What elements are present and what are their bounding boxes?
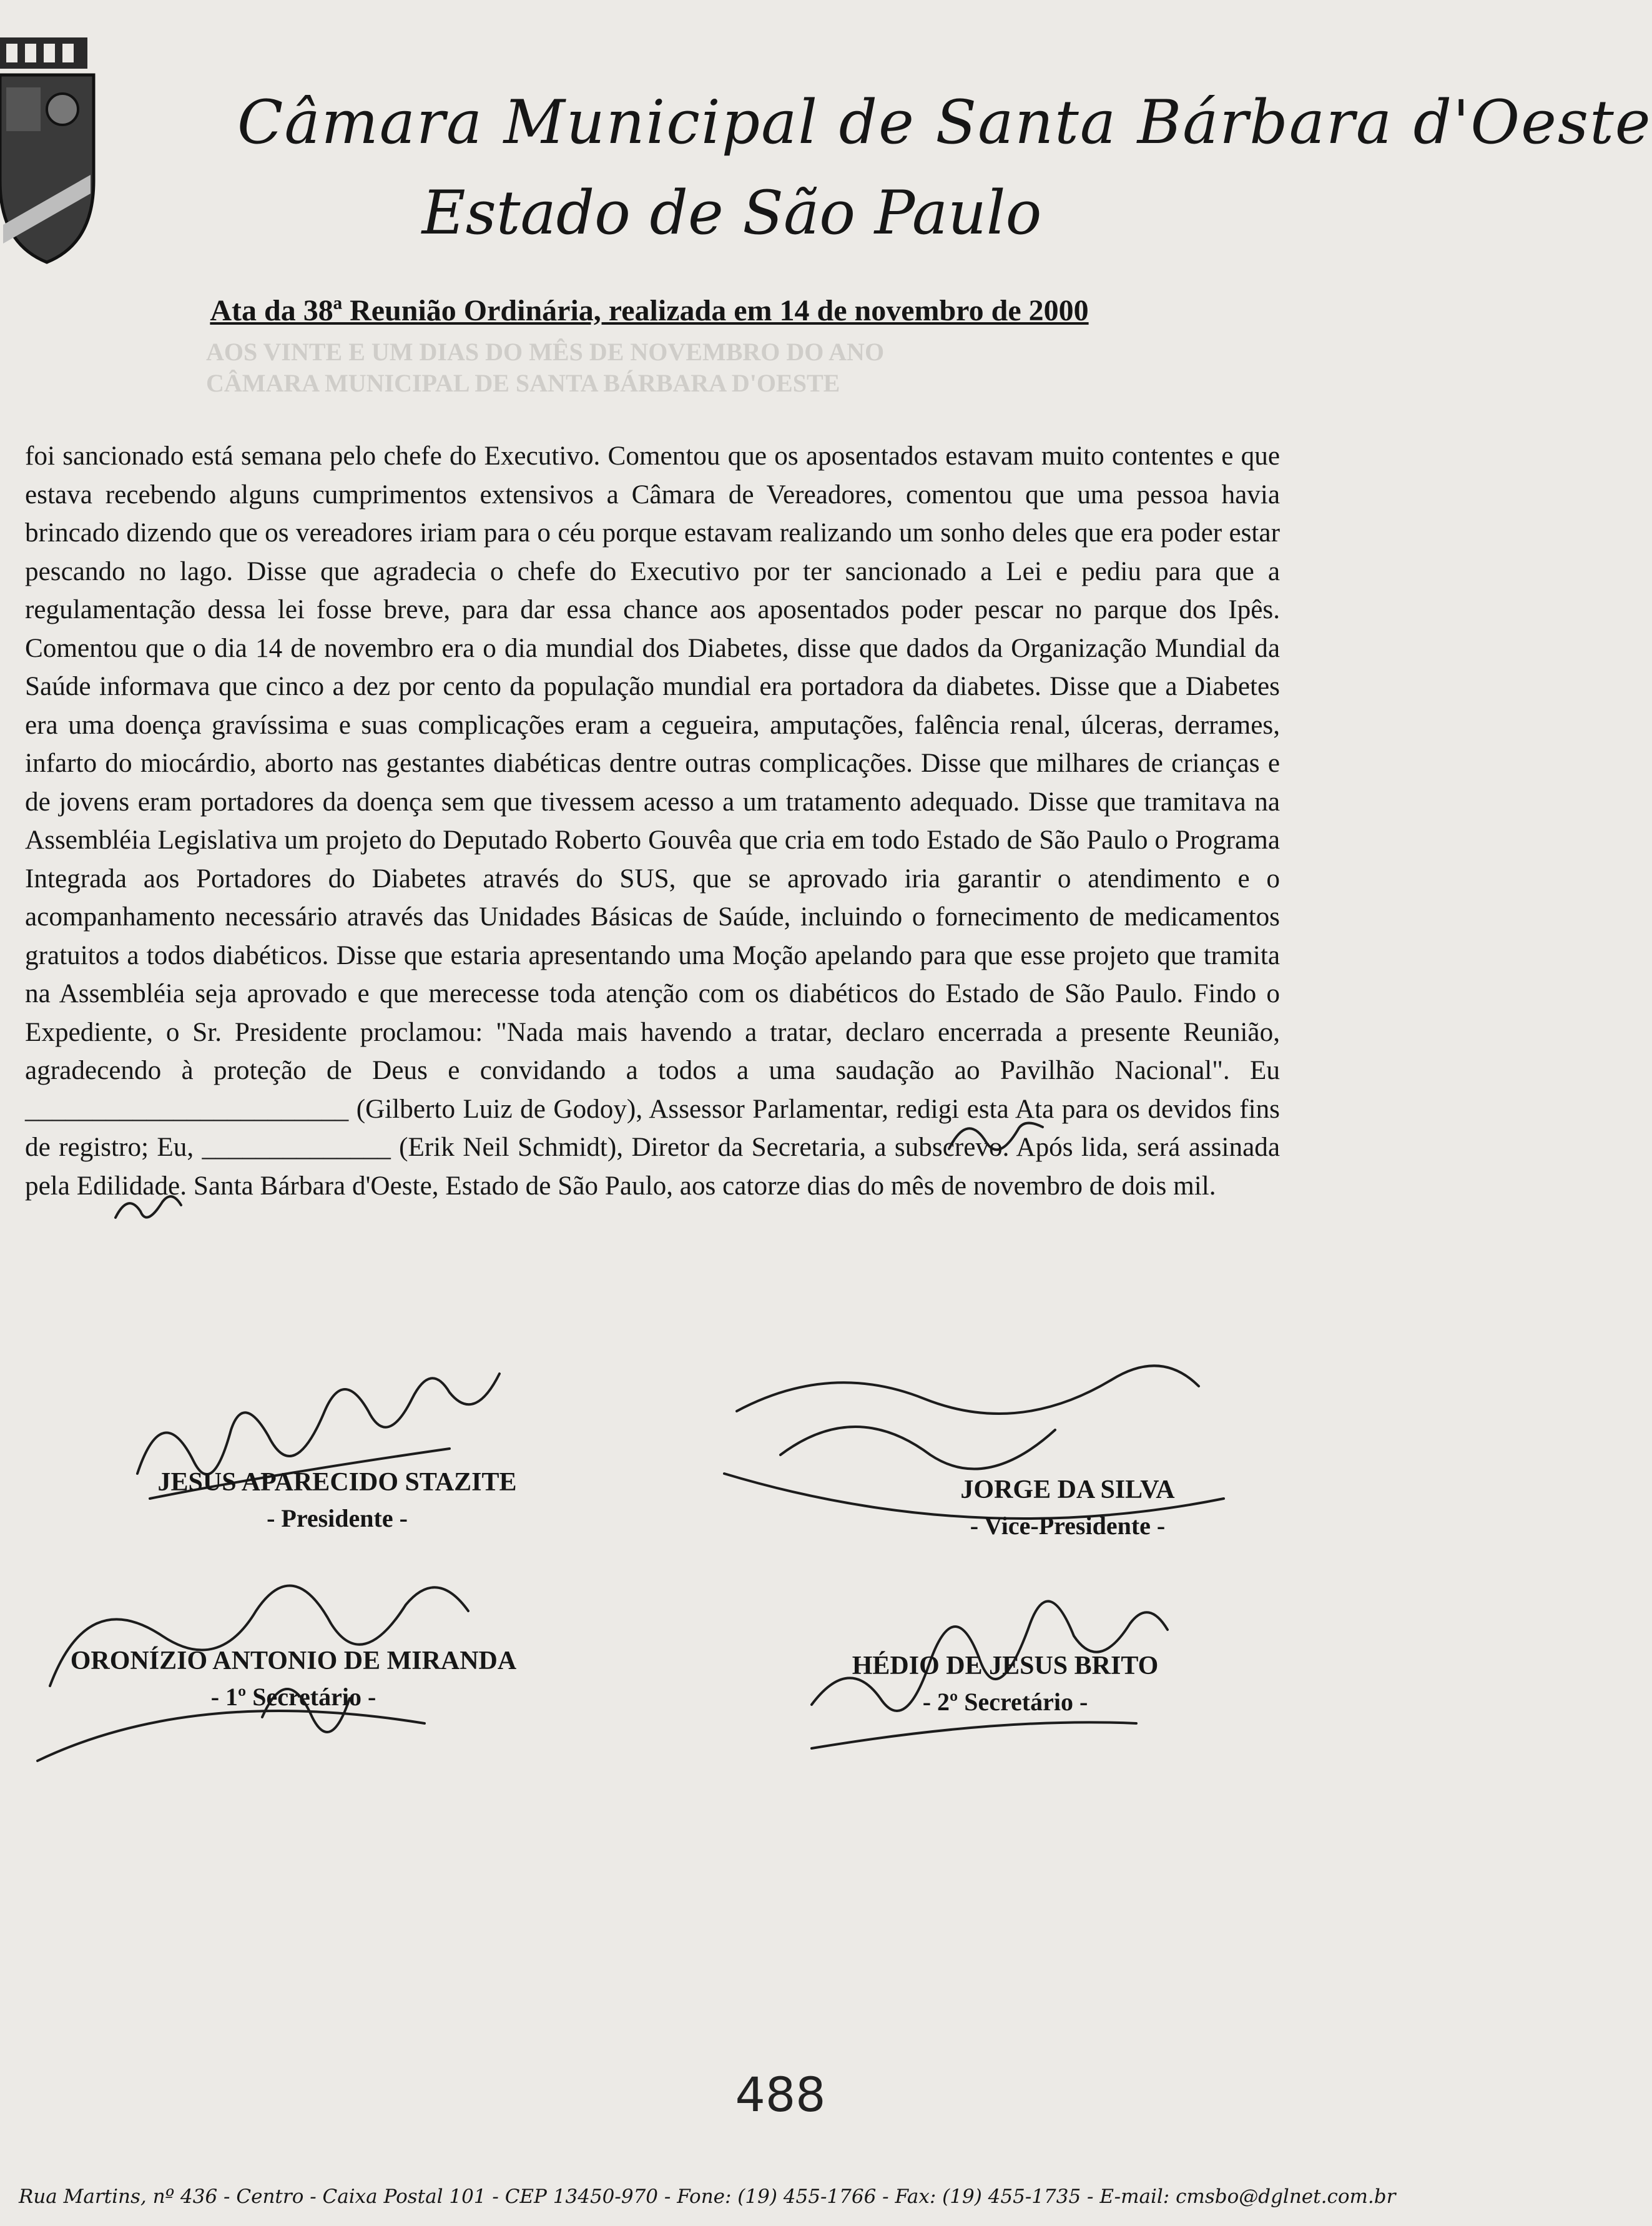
signatory-name-vice-president: JORGE DA SILVA [960,1475,1175,1504]
signatory-role-second-secretary: - 2º Secretário - [922,1688,1088,1716]
signatory-name-first-secretary: ORONÍZIO ANTONIO DE MIRANDA [70,1647,517,1675]
minutes-body [25,437,1280,1205]
footer-address: Rua Martins, nº 436 - Centro - Caixa Postal 101 - CEP 13450-970 - Fone: (19) 455-1766 - Fax: (19) 455-1735 - E-mail: cmsbo@dglnet.com.br [19,2185,1396,2208]
signatory-role-first-secretary: - 1º Secretário - [210,1683,376,1711]
state-header: Estado de São Paulo [421,178,1042,248]
signatory-role-president: - Presidente - [267,1504,408,1532]
signatory-name-president: JESUS APARECIDO STAZITE [157,1468,517,1497]
bleed-through-1: AOS VINTE E UM DIAS DO MÊS DE NOVEMBRO DO ANO [206,338,885,366]
session-title: Ata da 38ª Reunião Ordinária, realizada em 14 de novembro de 2000 [210,294,1089,327]
chamber-header: Câmara Municipal de Santa Bárbara d'Oeste [237,87,1652,157]
minutes-paragraph: foi sancionado está semana pelo chefe do Executivo. Comentou que os aposentados estavam muito contentes e que estava recebendo alguns cumprimentos extensivos a Câmara de Vereadores, comentou que uma pessoa havia brincado dizendo que os vereadores iriam para o céu porque estavam realizando um sonho deles que era poder estar pescando no lago. Disse que agradecia o chefe do Executivo por ter sancionado a Lei e pediu para que a regulamentação dessa lei fosse breve, para dar essa chance aos aposentados poder pescar no parque dos Ipês. Comentou que o dia 14 de novembro era o dia mundial dos Diabetes, disse que dados da Organização Mundial da Saúde informava que cinco a dez por cento da população mundial era portadora da diabetes. Disse que a Diabetes era uma doença gravíssima e suas complicações eram a cegueira, amputações, falência renal, úlceras, derrames, infarto do miocárdio, aborto nas gestantes diabéticas dentre outras complicações. Disse que milhares de crianças e de jovens eram portadores da doença sem que tivessem acesso a um tratamento adequado. Disse que tramitava na Assembléia Legislativa um projeto do Deputado Roberto Gouvêa que cria em todo Estado de São Paulo o Programa Integrada aos Portadores do Diabetes através do SUS, que se aprovado iria garantir o atendimento e o acompanhamento necessário através das Unidades Básicas de Saúde, incluindo o fornecimento de medicamentos gratuitos a todos diabéticos. Disse que estaria apresentando uma Moção apelando para que esse projeto que tramita na Assembléia seja aprovado e que merecesse toda atenção com os diabéticos do Estado de São Paulo. Findo o Expediente, o Sr. Presidente proclamou: "Nada mais havendo a tratar, declaro encerrada a presente Reunião, agradecendo à proteção de Deus e convidando a todos a uma saudação ao Pavilhão Nacional". Eu ________________________ (Gilberto Luiz de Godoy), Assessor Parlamentar, redigi esta Ata para os devidos fins de registro; Eu, ______________ (Erik Neil Schmidt), Diretor da Secretaria, a subscrevo. Após lida, será assinada pela Edilidade. Santa Bárbara d'Oeste, Estado de São Paulo, aos catorze dias do mês de novembro de dois mil. [25,441,1280,1201]
bleed-through-2: CÂMARA MUNICIPAL DE SANTA BÁRBARA D'OESTE [206,369,840,397]
signatory-name-second-secretary: HÉDIO DE JESUS BRITO [852,1652,1159,1680]
signatory-role-vice-president: - Vice-Presidente - [970,1512,1166,1540]
page-number: 488 [735,2067,826,2122]
